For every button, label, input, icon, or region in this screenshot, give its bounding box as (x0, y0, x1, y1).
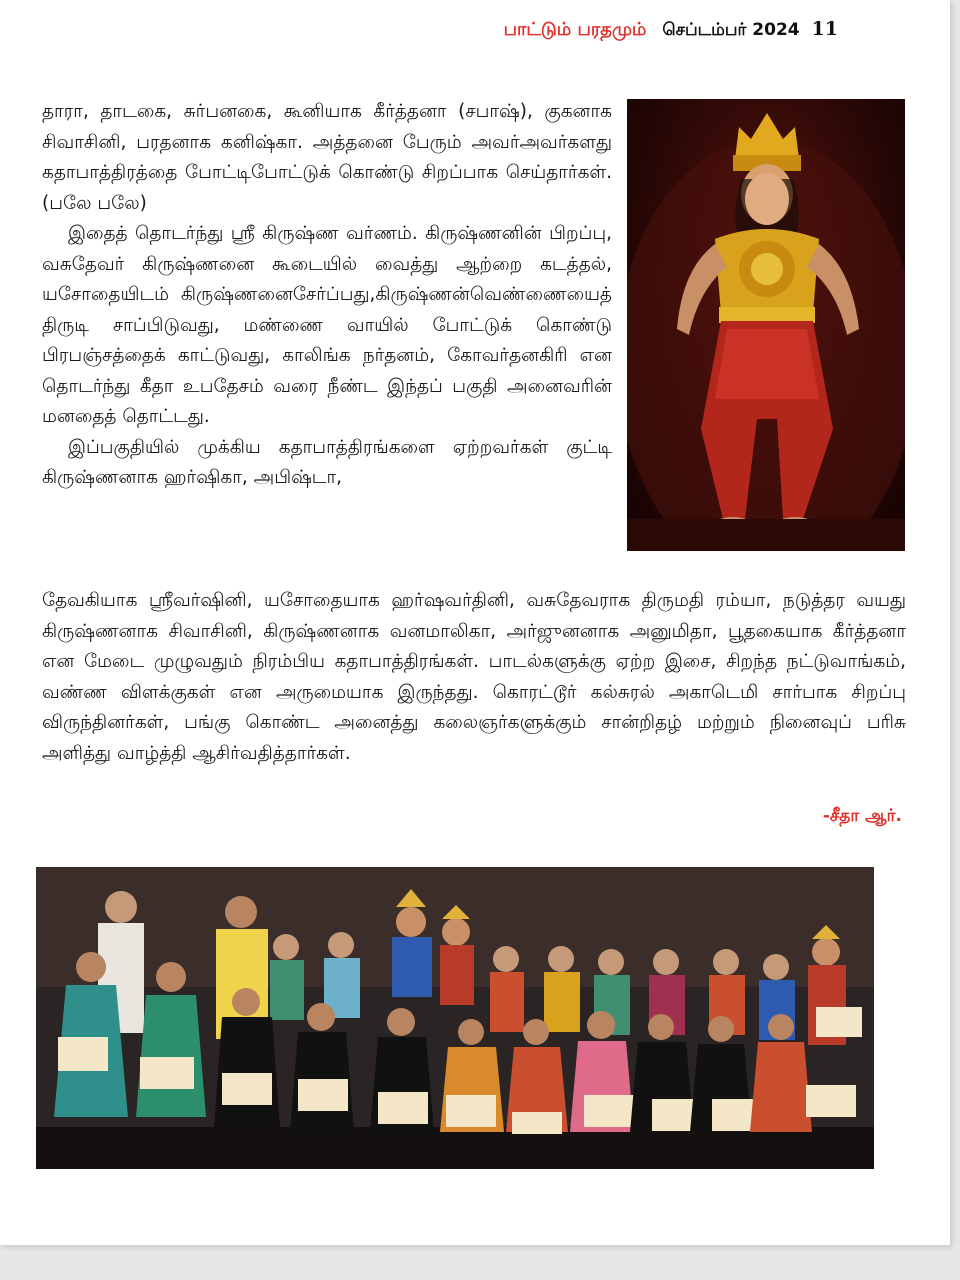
dancer-illustration (627, 99, 905, 551)
article-column (42, 97, 612, 494)
paragraph-3-start: இப்பகுதியில் முக்கிய கதாபாத்திரங்களை ஏற்றவர்கள் குட்டி கிருஷ்ணனாக ஹர்ஷிகா, அபிஷ்டா, (42, 436, 612, 488)
article-wide-column (42, 586, 906, 769)
issue-month: செப்டம்பர் 2024 (662, 20, 800, 40)
group-photo (36, 867, 874, 1169)
author-signature: -சீதா ஆர். (822, 806, 902, 826)
page-header (504, 18, 838, 42)
page-number: 11 (811, 18, 838, 40)
magazine-title: பாட்டும் பரதமும் (503, 19, 647, 40)
dancer-photo (627, 99, 905, 551)
paragraph-1: தாரா, தாடகை, சுர்பனகை, கூனியாக கீர்த்தனா (சபாஷ்), குகனாக சிவாசினி, பரதனாக கனிஷ்கா. அத்தனை பேரும் அவர்அவர்களது கதாபாத்திரத்தை போட்டிபோட்டுக் கொண்டு சிறப்பாக செய்தார்கள். (பலே பலே) (42, 101, 612, 214)
paragraph-3-continued: தேவகியாக ஸ்ரீவர்ஷினி, யசோதையாக ஹர்ஷவர்தினி, வசுதேவராக திருமதி ரம்யா, நடுத்தர வயது கிருஷ்ணனாக சிவாசினி, கிருஷ்ணனாக வனமாலிகா, அர்ஜுனனாக அனுமிதா, பூதகையாக கீர்த்தனா என மேடை முழுவதும் நிரம்பிய கதாபாத்திரங்கள். பாடல்களுக்கு ஏற்ற இசை, சிறந்த நட்டுவாங்கம், வண்ண விளக்குகள் என அருமையாக இருந்தது. கொரட்டூர் கல்சுரல் அகாடெமி சார்பாக சிறப்பு விருந்தினர்கள், பங்கு கொண்ட அனைத்து கலைஞர்களுக்கும் சான்றிதழ் மற்றும் நினைவுப் பரிசு அளித்து வாழ்த்தி ஆசிர்வதித்தார்கள். (42, 590, 906, 764)
paragraph-2: இதைத் தொடர்ந்து ஸ்ரீ கிருஷ்ண வர்ணம். கிருஷ்ணனின் பிறப்பு, வசுதேவர் கிருஷ்ணனை கூடையில் வைத்து ஆற்றை கடத்தல், யசோதையிடம் கிருஷ்ணனைசேர்ப்பது,கிருஷ்ணன்வெண்ணையைத் திருடி சாப்பிடுவது, மண்ணை வாயில் போட்டுக் கொண்டு பிரபஞ்சத்தைக் காட்டுவது, காலிங்க நர்தனம், கோவர்தனகிரி என தொடர்ந்து கீதா உபதேசம் வரை நீண்ட இந்தப் பகுதி அனைவரின் மனதைத் தொட்டது. (42, 223, 612, 427)
group-illustration (36, 867, 874, 1169)
